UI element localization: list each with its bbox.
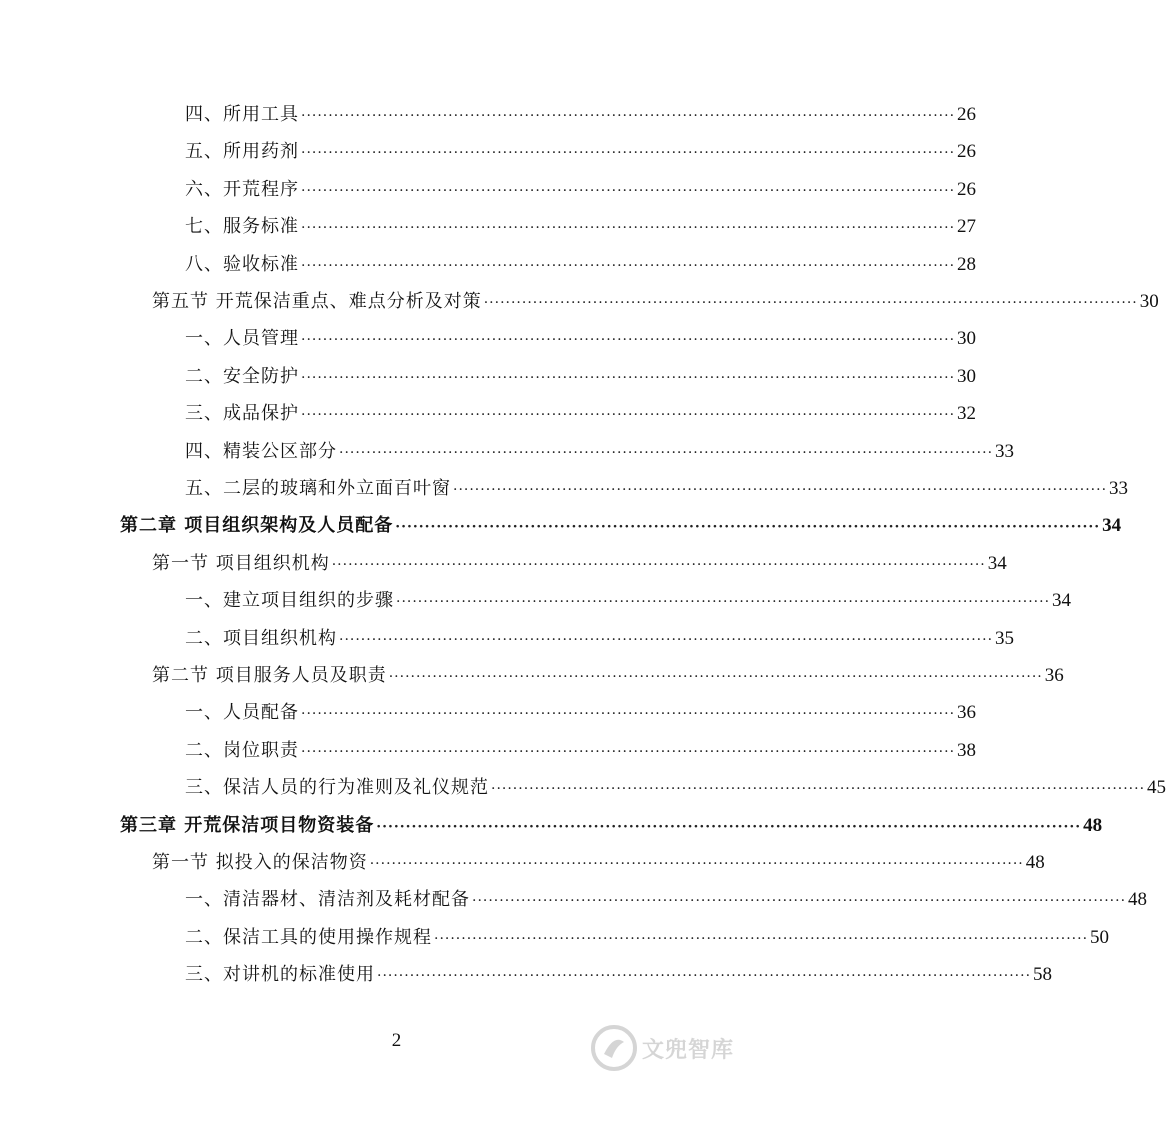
toc-entry-title: 三、保洁人员的行为准则及礼仪规范 bbox=[185, 777, 489, 799]
toc-entry-page: 36 bbox=[957, 702, 977, 724]
toc-entry-page: 27 bbox=[957, 216, 977, 238]
toc-entry-item[interactable] bbox=[185, 437, 1015, 467]
wendou-logo-icon bbox=[590, 1024, 638, 1072]
toc-dot-leader: ························································································································ bbox=[301, 706, 956, 723]
toc-entry-page: 33 bbox=[995, 440, 1015, 462]
toc-entry-title: 八、验收标准 bbox=[185, 253, 299, 275]
toc-entry-title: 一、人员管理 bbox=[185, 328, 299, 350]
toc-entry-item[interactable] bbox=[185, 399, 977, 429]
toc-dot-leader: ························································································································ bbox=[339, 444, 994, 461]
toc-entry-item[interactable] bbox=[185, 324, 977, 354]
toc-entry-page: 48 bbox=[1128, 889, 1148, 911]
toc-entry-page: 26 bbox=[957, 178, 977, 200]
watermark bbox=[590, 1020, 760, 1076]
toc-entry-page: 50 bbox=[1090, 926, 1110, 948]
toc-entry-section[interactable] bbox=[152, 848, 1045, 878]
toc-entry-chapter[interactable] bbox=[120, 811, 1103, 841]
toc-entry-title: 六、开荒程序 bbox=[185, 178, 299, 200]
toc-dot-leader: ························································································································ bbox=[453, 482, 1108, 498]
toc-dot-leader: ························································································································ bbox=[301, 108, 956, 124]
toc-entry-item[interactable] bbox=[185, 362, 977, 392]
toc-entry-title: 二、岗位职责 bbox=[185, 739, 299, 761]
toc-dot-leader: ························································································································ bbox=[301, 369, 956, 386]
toc-entry-page: 58 bbox=[1033, 964, 1053, 986]
toc-entry-title: 五、所用药剂 bbox=[185, 141, 299, 163]
toc-dot-leader: ························································································································ bbox=[396, 594, 1051, 611]
toc-entry-title: 二、项目组织机构 bbox=[185, 627, 337, 649]
toc-entry-item[interactable] bbox=[185, 960, 1053, 990]
toc-entry-page: 26 bbox=[957, 104, 977, 125]
toc-entry-page: 26 bbox=[957, 141, 977, 163]
toc-entry-item[interactable] bbox=[185, 250, 977, 280]
toc-dot-leader: ························································································································ bbox=[301, 332, 956, 349]
toc-entry-page: 36 bbox=[1044, 665, 1064, 686]
toc-entry-title: 一、人员配备 bbox=[185, 702, 299, 724]
toc-entry-title: 第一节 拟投入的保洁物资 bbox=[152, 852, 368, 873]
toc-entry-item[interactable] bbox=[185, 698, 977, 728]
toc-entry-page: 34 bbox=[1102, 515, 1122, 537]
toc-entry-item[interactable] bbox=[185, 100, 977, 130]
toc-entry-title: 二、安全防护 bbox=[185, 365, 299, 387]
toc-entry-title: 七、服务标准 bbox=[185, 216, 299, 238]
toc-entry-title: 第二章 项目组织架构及人员配备 bbox=[120, 515, 394, 537]
toc-entry-item[interactable] bbox=[185, 624, 1015, 654]
toc-dot-leader: ························································································································ bbox=[369, 856, 1024, 872]
toc-entry-page: 33 bbox=[1109, 478, 1129, 499]
toc-entry-section[interactable] bbox=[152, 661, 1064, 691]
toc-entry-section[interactable] bbox=[152, 287, 1159, 317]
toc-dot-leader: ························································································································ bbox=[331, 556, 986, 573]
toc-entry-page: 48 bbox=[1083, 814, 1103, 836]
toc-entry-page: 38 bbox=[957, 739, 977, 761]
toc-entry-page: 34 bbox=[987, 552, 1007, 574]
toc-dot-leader: ························································································································ bbox=[301, 220, 956, 237]
toc-entry-title: 一、清洁器材、清洁剂及耗材配备 bbox=[185, 889, 470, 911]
toc-entry-page: 32 bbox=[957, 403, 977, 425]
toc-dot-leader: ························································································································ bbox=[491, 781, 1146, 798]
toc-entry-item[interactable] bbox=[185, 923, 1110, 953]
toc-entry-item[interactable] bbox=[185, 175, 977, 205]
toc-entry-page: 30 bbox=[957, 365, 977, 387]
toc-entry-item[interactable] bbox=[185, 586, 1072, 616]
toc-entry-title: 第一节 项目组织机构 bbox=[152, 552, 330, 574]
toc-dot-leader: ························································································································ bbox=[434, 930, 1089, 947]
toc-dot-leader: ························································································································ bbox=[483, 295, 1138, 311]
toc-entry-page: 35 bbox=[995, 627, 1015, 649]
toc-entry-section[interactable] bbox=[152, 549, 1007, 579]
toc-entry-title: 一、建立项目组织的步骤 bbox=[185, 590, 394, 612]
toc-entry-page: 45 bbox=[1147, 777, 1166, 799]
toc-entry-title: 二、保洁工具的使用操作规程 bbox=[185, 926, 432, 948]
toc-dot-leader: ························································································································ bbox=[376, 818, 1082, 835]
toc-dot-leader: ························································································································ bbox=[377, 968, 1032, 985]
toc-entry-item[interactable] bbox=[185, 212, 977, 242]
toc-dot-leader: ························································································································ bbox=[301, 145, 956, 162]
toc-entry-item[interactable] bbox=[185, 885, 1148, 915]
toc-entry-page: 34 bbox=[1052, 590, 1072, 612]
toc-entry-item[interactable] bbox=[185, 773, 1166, 803]
toc-entry-page: 28 bbox=[957, 253, 977, 275]
toc-dot-leader: ························································································································ bbox=[388, 669, 1043, 685]
toc-dot-leader: ························································································································ bbox=[301, 257, 956, 274]
toc-entry-page: 48 bbox=[1025, 852, 1045, 873]
toc-dot-leader: ························································································································ bbox=[301, 182, 956, 199]
toc-entry-page: 30 bbox=[1139, 291, 1159, 312]
toc-dot-leader: ························································································································ bbox=[395, 519, 1101, 536]
toc-entry-title: 三、成品保护 bbox=[185, 403, 299, 425]
toc-dot-leader: ························································································································ bbox=[472, 893, 1127, 910]
page-number: 2 bbox=[391, 1030, 402, 1051]
toc-entry-title: 五、二层的玻璃和外立面百叶窗 bbox=[185, 478, 451, 499]
toc-entry-item[interactable] bbox=[185, 137, 977, 167]
toc-entry-chapter[interactable] bbox=[120, 511, 1122, 541]
toc-entry-title: 第二节 项目服务人员及职责 bbox=[152, 665, 387, 686]
toc-entry-page: 30 bbox=[957, 328, 977, 350]
toc-entry-title: 三、对讲机的标准使用 bbox=[185, 964, 375, 986]
toc-entry-item[interactable] bbox=[185, 474, 1129, 504]
toc-dot-leader: ························································································································ bbox=[301, 407, 956, 424]
toc-dot-leader: ························································································································ bbox=[301, 743, 956, 760]
toc-dot-leader: ························································································································ bbox=[339, 631, 994, 648]
toc-entry-title: 第五节 开荒保洁重点、难点分析及对策 bbox=[152, 291, 482, 312]
toc-entry-title: 四、精装公区部分 bbox=[185, 440, 337, 462]
toc-entry-title: 第三章 开荒保洁项目物资装备 bbox=[120, 814, 375, 836]
toc-entry-title: 四、所用工具 bbox=[185, 104, 299, 125]
watermark-text: 文兜智库 bbox=[642, 1037, 735, 1063]
toc-entry-item[interactable] bbox=[185, 736, 977, 766]
